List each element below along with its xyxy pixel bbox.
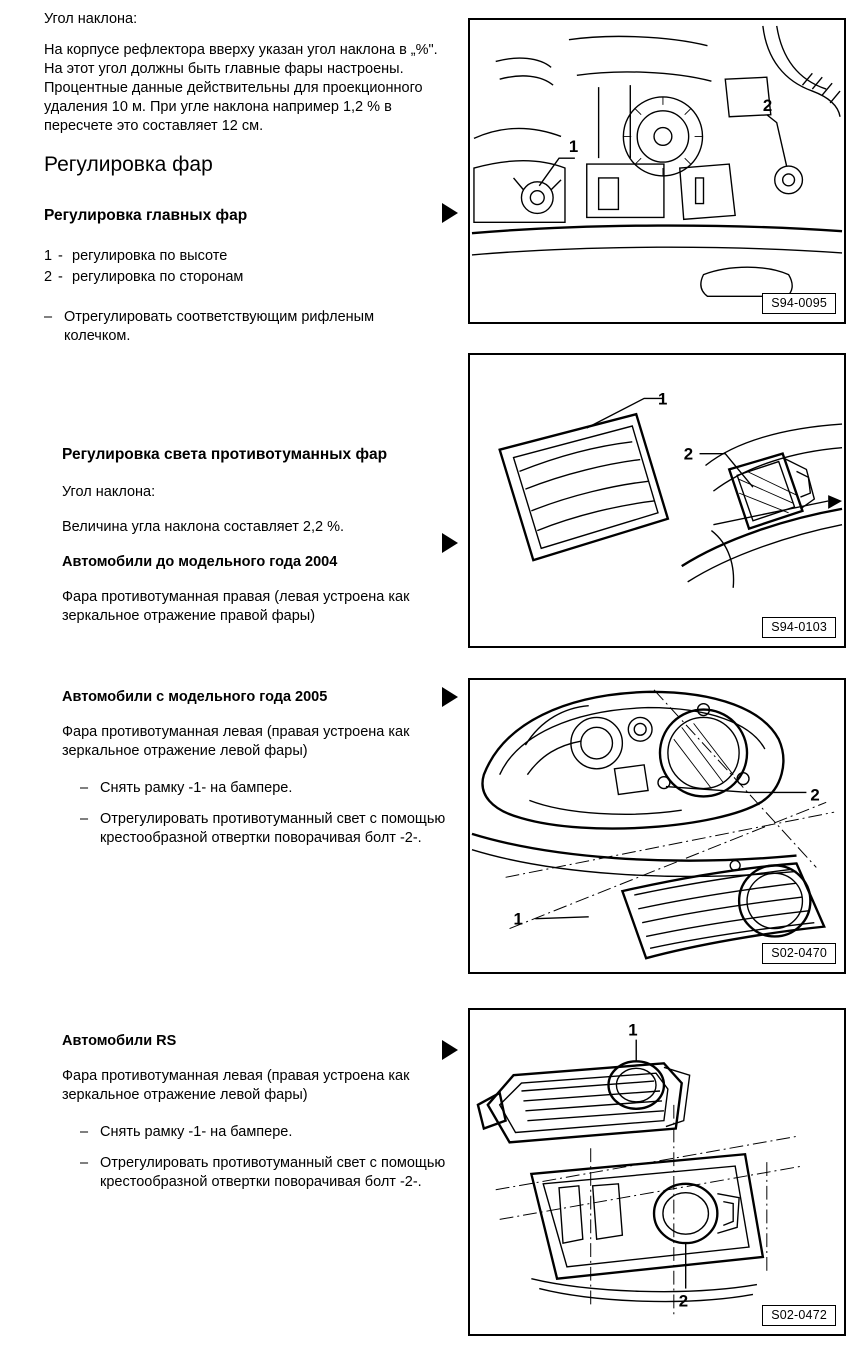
- list-item: [44, 246, 444, 267]
- my2005-step: [80, 779, 452, 798]
- my2005-heading: Автомобили с модельного года 2005: [62, 689, 328, 705]
- pre2004-heading: Автомобили до модельного года 2004: [62, 554, 338, 570]
- figure-fog-light-2005: [468, 678, 846, 974]
- intro-paragraph: На корпусе рефлектора вверху указан угол наклона в „%". На этот угол должны быть главные фары настроены. Процентные данные действительны для проекционного удаления 10 м. При угле наклона например 1,2 % в пересчете это составляет 12 см.: [44, 42, 438, 134]
- step-bullet: –: [44, 309, 53, 325]
- fog-light-block: [62, 445, 452, 626]
- headlight-callout-list: [44, 246, 444, 288]
- figure-code: S02-0472: [762, 1305, 836, 1326]
- rs-text: Фара противотуманная левая (правая устроена как зеркальное отражение левой фары): [62, 1068, 410, 1103]
- figure-2-callout-1: 1: [657, 389, 668, 409]
- page-title: Регулировка фар: [44, 153, 213, 176]
- figure-pointer-arrow-icon: [442, 203, 458, 223]
- step-text: Отрегулировать соответствующим рифленым колечком.: [64, 309, 375, 344]
- fog-angle-value: Величина угла наклона составляет 2,2 %.: [62, 519, 345, 535]
- figure-4-callout-1: 1: [628, 1020, 638, 1040]
- figure-3-callout-1: 1: [513, 909, 523, 929]
- model-year-2005-block: [62, 688, 452, 848]
- list-item: [44, 267, 444, 288]
- figure-1-callout-2: 2: [762, 95, 773, 115]
- step-bullet: –: [80, 811, 89, 827]
- callout-text: регулировка по сторонам: [72, 269, 244, 285]
- fog-angle-label: Угол наклона:: [62, 484, 156, 500]
- figure-1-illustration: [470, 20, 844, 322]
- headlight-adjustment-block: [44, 152, 444, 346]
- figure-3-illustration: [470, 680, 844, 972]
- step-text: Снять рамку -1- на бампере.: [100, 780, 293, 796]
- figure-headlight-adjusters: [468, 18, 846, 324]
- step-bullet: –: [80, 1155, 89, 1171]
- figure-fog-light-pre2004: [468, 353, 846, 648]
- callout-separator: -: [58, 248, 63, 264]
- figure-code: S94-0103: [762, 617, 836, 638]
- callout-separator: -: [58, 269, 63, 285]
- figure-2-callout-2: 2: [683, 444, 694, 464]
- figure-4-illustration: [470, 1010, 844, 1334]
- step-text: Снять рамку -1- на бампере.: [100, 1124, 293, 1140]
- rs-block: [62, 1032, 452, 1192]
- callout-text: регулировка по высоте: [72, 248, 228, 264]
- my2005-step: [80, 810, 452, 848]
- figure-2-illustration: [470, 355, 844, 646]
- my2005-text: Фара противотуманная левая (правая устроена как зеркальное отражение левой фары): [62, 724, 410, 759]
- headlight-subheading: Регулировка главных фар: [44, 207, 248, 224]
- headlight-step: [44, 308, 444, 346]
- fog-heading: Регулировка света противотуманных фар: [62, 446, 388, 463]
- step-bullet: –: [80, 780, 89, 796]
- figure-pointer-arrow-icon: [442, 1040, 458, 1060]
- figure-3-callout-2: 2: [810, 785, 820, 805]
- figure-1-callout-1: 1: [568, 137, 579, 157]
- intro-block: [44, 10, 444, 136]
- step-text: Отрегулировать противотуманный свет с помощью крестообразной отвертки поворачивая болт -2-.: [100, 811, 446, 846]
- figure-code: S02-0470: [762, 943, 836, 964]
- step-bullet: –: [80, 1124, 89, 1140]
- step-text: Отрегулировать противотуманный свет с помощью крестообразной отвертки поворачивая болт -2-.: [100, 1155, 446, 1190]
- figure-pointer-arrow-icon: [442, 687, 458, 707]
- figure-fog-light-rs: [468, 1008, 846, 1336]
- rs-step: [80, 1123, 452, 1142]
- callout-number: 2: [44, 269, 53, 285]
- intro-label: Угол наклона:: [44, 11, 138, 27]
- pre2004-text: Фара противотуманная правая (левая устроена как зеркальное отражение правой фары): [62, 589, 410, 624]
- callout-number: 1: [44, 248, 53, 264]
- figure-4-callout-2: 2: [678, 1291, 689, 1311]
- figure-pointer-arrow-icon: [442, 533, 458, 553]
- rs-step: [80, 1154, 452, 1192]
- rs-heading: Автомобили RS: [62, 1033, 177, 1049]
- figure-code: S94-0095: [762, 293, 836, 314]
